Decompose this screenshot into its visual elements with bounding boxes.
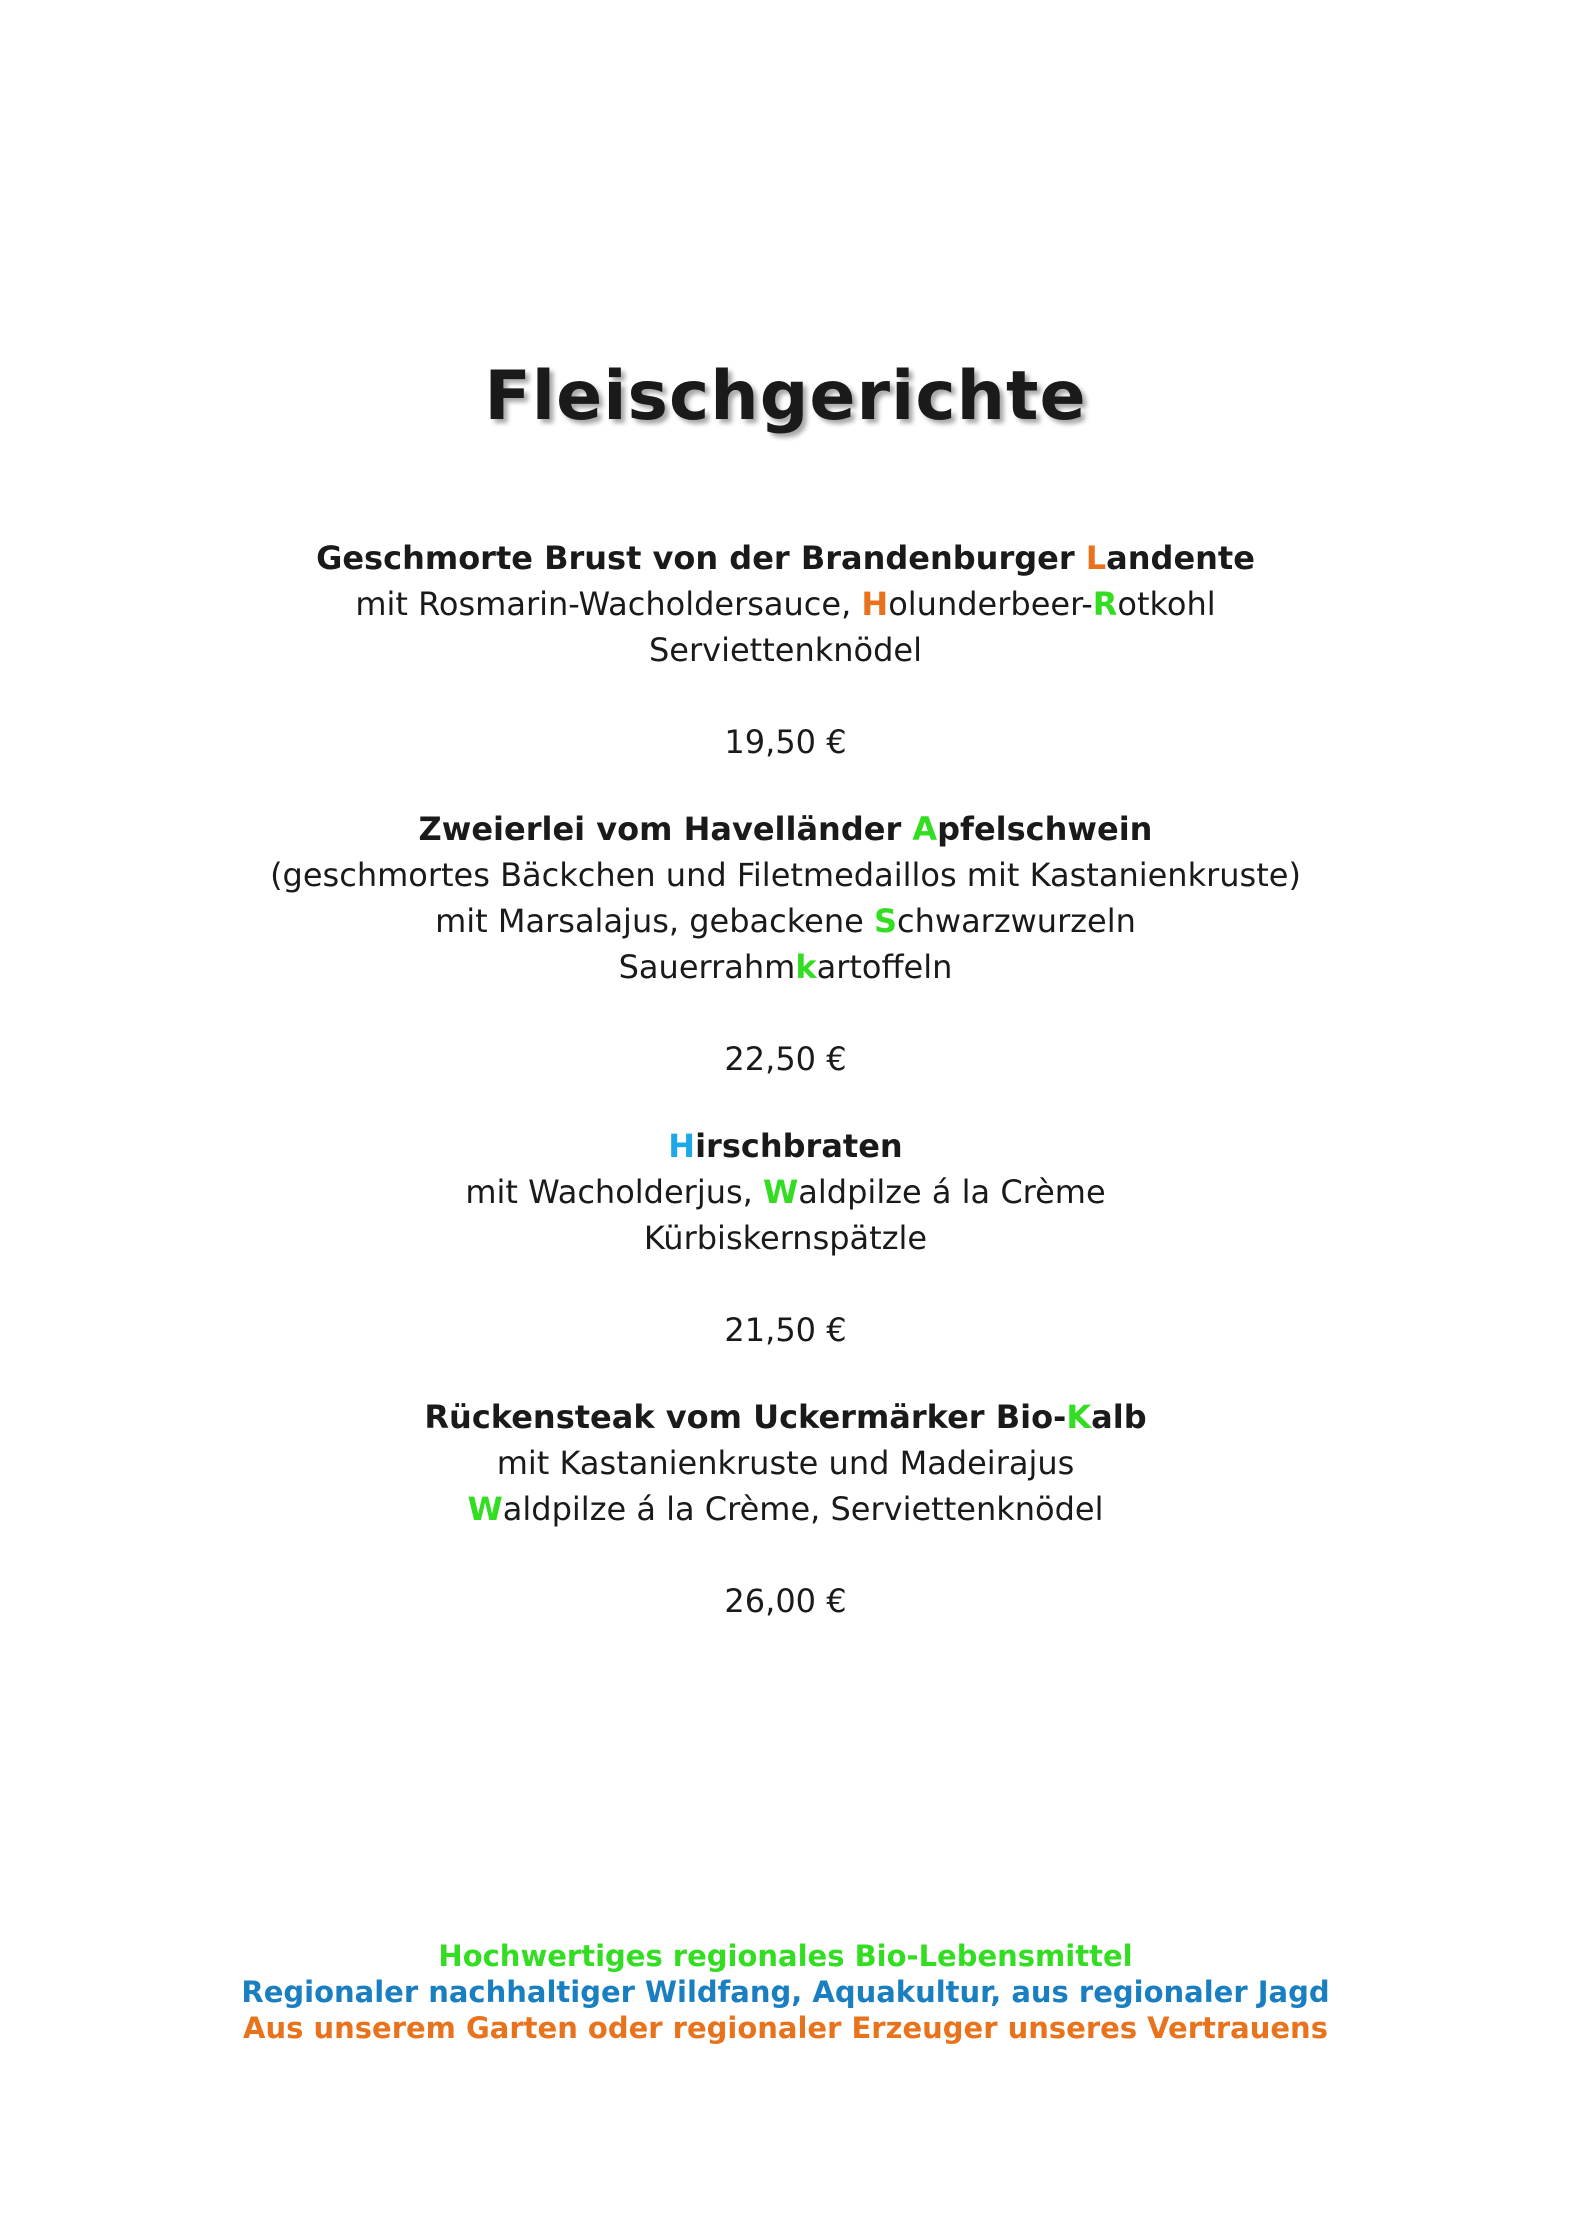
description-text: Serviettenknödel [648,631,922,669]
dish-description-line [0,1169,1571,1215]
description-text: mit Wacholderjus, [465,1173,763,1211]
description-text: Sauerrahm [618,948,796,986]
dish-description-line [0,1215,1571,1261]
description-text: aldpilze á la Crème, Serviettenknödel [502,1490,1104,1528]
dish-description-line [0,1440,1571,1486]
highlight-letter: W [467,1490,503,1528]
dish-name-text: pfelschwein [937,810,1153,848]
dish-price: 26,00 € [724,1582,847,1620]
dish-name-text: andente [1106,539,1255,577]
dish-name [0,1394,1571,1440]
dish-name [0,1123,1571,1169]
dish-price: 21,50 € [724,1311,847,1349]
dish-item [0,535,1571,765]
legend [0,1938,1571,2046]
dish-description-line [0,944,1571,990]
highlight-letter: k [795,948,817,986]
dish-item [0,1123,1571,1353]
description-text: otkohl [1117,585,1216,623]
legend-orange-line: Aus unserem Garten oder regionaler Erzeuger unseres Vertrauens [243,2011,1328,2045]
dish-name-text: alb [1091,1398,1147,1436]
dish-description-line [0,627,1571,673]
description-text: chwarzwurzeln [897,902,1136,940]
dish-name-text: Geschmorte Brust von der Brandenburger [316,539,1086,577]
highlight-letter: H [861,585,889,623]
dish-description-line [0,581,1571,627]
description-text: olunderbeer- [888,585,1093,623]
highlight-letter: R [1092,585,1118,623]
dish-price: 22,50 € [724,1040,847,1078]
dish-name [0,806,1571,852]
dish-item [0,806,1571,1082]
dish-description-line [0,852,1571,898]
description-text: mit Rosmarin-Wacholdersauce, [355,585,862,623]
dish-description-line [0,898,1571,944]
dish-price: 19,50 € [724,723,847,761]
description-text: aldpilze á la Crème [798,1173,1106,1211]
legend-green-line: Hochwertiges regionales Bio-Lebensmittel [438,1939,1133,1973]
page-title: Fleischgerichte [484,357,1087,436]
highlight-letter: S [873,902,898,940]
dish-name-highlight-letter: L [1085,539,1107,577]
description-text: Kürbiskernspätzle [643,1219,928,1257]
dish-name-text: Zweierlei vom Havelländer [418,810,913,848]
legend-blue-line: Regionaler nachhaltiger Wildfang, Aquakultur, aus regionaler Jagd [241,1975,1330,2009]
description-text: (geschmortes Bäckchen und Filetmedaillos mit Kastanienkruste) [270,856,1301,894]
dish-name-text: Rückensteak vom Uckermärker Bio- [424,1398,1067,1436]
highlight-letter: W [763,1173,799,1211]
menu-list [0,535,1571,1624]
dish-description-line [0,1486,1571,1532]
dish-name-highlight-letter: H [668,1127,696,1165]
description-text: mit Kastanienkruste und Madeirajus [496,1444,1075,1482]
description-text: mit Marsalajus, gebackene [435,902,874,940]
dish-name [0,535,1571,581]
dish-item [0,1394,1571,1624]
description-text: artoffeln [816,948,953,986]
dish-name-highlight-letter: K [1066,1398,1092,1436]
dish-name-highlight-letter: A [912,810,938,848]
dish-name-text: irschbraten [695,1127,903,1165]
